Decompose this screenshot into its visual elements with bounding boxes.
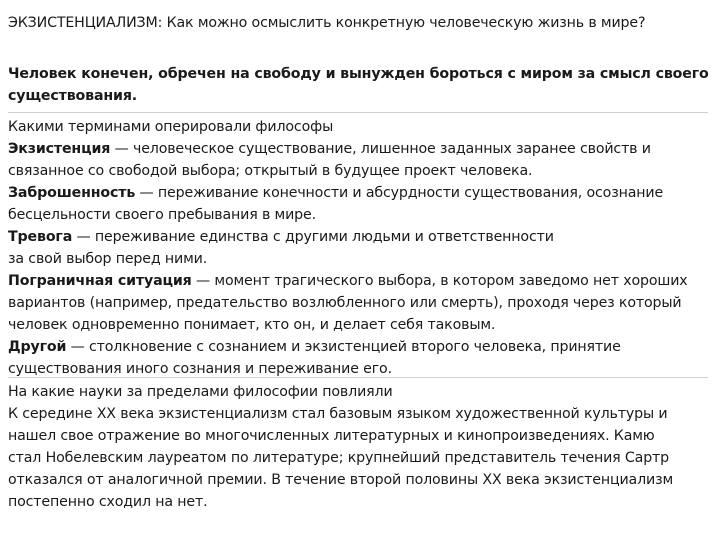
sciences-line-3: стал Нобелевским лауреатом по литературе; крупнейший представитель течения Сартр [8,450,670,466]
terms-section [8,116,714,380]
terms-heading: Какими терминами оперировали философы [8,119,334,135]
term-other-line-1 [8,336,714,358]
term-anxiety-def-2: за свой выбор перед ними. [8,251,208,267]
sciences-heading: На какие науки за пределами философии повлияли [8,384,393,400]
title [8,12,714,34]
term-other: Другой [8,339,67,355]
term-borderline-def-2: вариантов (например, предательство возлюбленного или смерть), проходя через который [8,295,682,311]
title-term: ЭКЗИСТЕНЦИАЛИЗМ [8,15,158,31]
sciences-line-4: отказался от аналогичной премии. В течение второй половины XX века экзистенциализм [8,472,674,488]
term-other-def-1: — столкновение с сознанием и экзистенцией второго человека, принятие [66,339,621,355]
title-line [8,12,714,34]
term-abandonment-def-1: — переживание конечности и абсурдности существования, осознание [135,185,664,201]
sciences-line-1: К середине XX века экзистенциализм стал базовым языком художественной культуры и [8,406,668,422]
term-existence: Экзистенция [8,141,111,157]
sciences-section [8,381,714,513]
term-borderline: Пограничная ситуация [8,273,192,289]
thesis-line-1: Человек конечен, обречен на свободу и вынужден бороться с миром за смысл своего [8,66,709,82]
term-borderline-def-3: человек одновременно понимает, кто он, и делает себя таковым. [8,317,496,333]
term-anxiety: Тревога [8,229,73,245]
thesis [8,63,714,107]
title-question: : Как можно осмыслить конкретную человеческую жизнь в мире? [157,15,646,31]
term-borderline-line-1 [8,270,714,292]
term-abandonment-def-2: бесцельности своего пребывания в мире. [8,207,316,223]
divider [8,377,708,378]
term-anxiety-def-1: — переживание единства с другими людьми и ответственности [72,229,554,245]
thesis-line-2: существования. [8,88,138,104]
term-existence-def-1: — человеческое существование, лишенное заданных заранее свойств и [110,141,651,157]
term-borderline-def-1: — момент трагического выбора, в котором заведомо нет хороших [191,273,688,289]
sciences-line-5: постепенно сходил на нет. [8,494,208,510]
term-existence-line-1 [8,138,714,160]
term-existence-def-2: связанное со свободой выбора; открытый в будущее проект человека. [8,163,533,179]
term-abandonment-line-1 [8,182,714,204]
sciences-line-2: нашел свое отражение во многочисленных литературных и кинопроизведениях. Камю [8,428,655,444]
term-abandonment: Заброшенность [8,185,136,201]
divider [8,112,708,113]
term-anxiety-line-1 [8,226,714,248]
term-other-def-2: существования иного сознания и переживание его. [8,361,392,377]
